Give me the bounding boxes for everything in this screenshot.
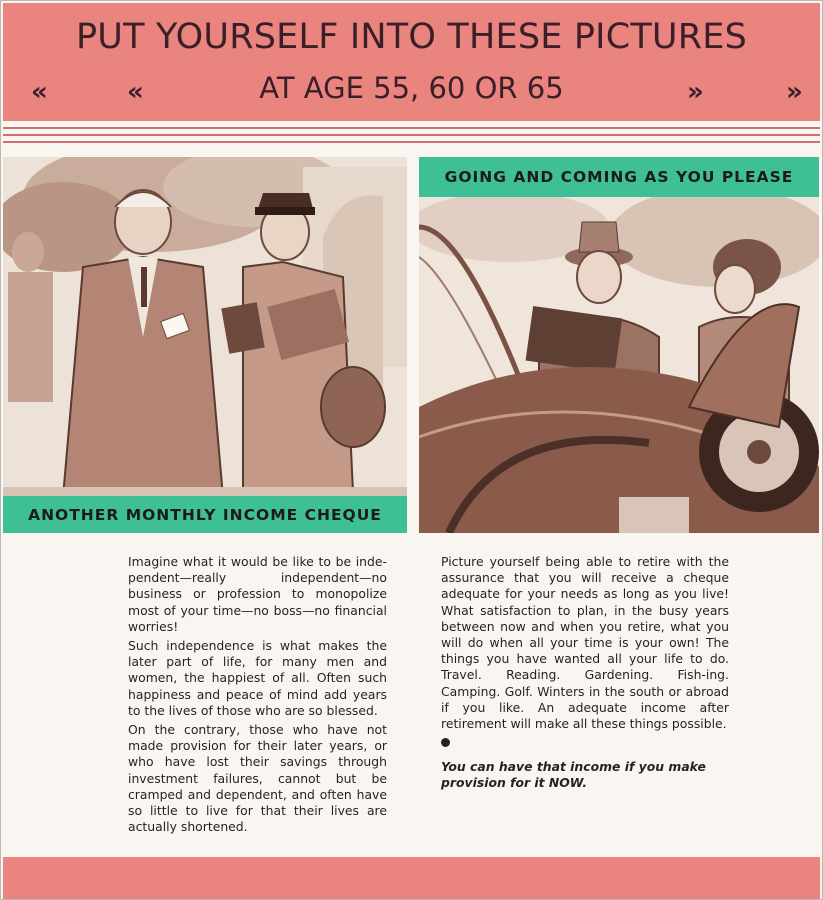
left-mark-1: « [31, 77, 48, 107]
bullet-dot [441, 738, 450, 747]
right-mark-2: » [786, 77, 803, 107]
paragraph-contrary: On the contrary, those who have not made provision for their later years, or who have lost their savings through investment failures, cannot but be cramped and dependent, and often have so little to live for that their lives are actually shortened. [128, 722, 387, 835]
divider-stripe [3, 134, 820, 136]
footer-banner [3, 857, 820, 899]
caption-going-and-coming: GOING AND COMING AS YOU PLEASE [419, 157, 819, 197]
page-subtitle: AT AGE 55, 60 OR 65 [259, 71, 564, 105]
illustration-couple-in-car [419, 197, 819, 533]
cheque-delivery-drawing [3, 157, 407, 533]
illustration-cheque-delivery [3, 157, 407, 533]
left-text-column [128, 554, 387, 838]
caption-monthly-cheque: ANOTHER MONTHLY INCOME CHEQUE [3, 496, 407, 533]
right-mark-1: » [687, 77, 704, 107]
left-mark-2: « [127, 77, 144, 107]
divider-stripe [3, 141, 820, 143]
paragraph-independence: Such independence is what makes the later part of life, for many men and women, the happiest of all. Often such happiness and peace of mind add years to the lives of those who are so blessed. [128, 638, 387, 718]
couple-in-car-drawing [419, 197, 819, 533]
paragraph-picture-yourself: Picture yourself being able to retire with the assurance that you will receive a cheque adequate for your needs as long as you live! What satisfaction to plan, in the busy years between now and when you retire, what you will do when all your time is your own! The things you have wanted all your life to do. Travel. Reading. Gardening. Fish-ing. Camping. Golf. Winters in the south or abroad if you like. An adequate income after retirement will make all these things possible. [441, 554, 729, 732]
divider-stripe [3, 127, 820, 129]
page-title: PUT YOURSELF INTO THESE PICTURES [75, 17, 747, 57]
header-banner [3, 3, 820, 121]
right-text-column [441, 554, 729, 795]
closing-statement: You can have that income if you make provision for it NOW. [441, 759, 706, 791]
paragraph-imagine: Imagine what it would be like to be inde-pendent—really independent—no business or profession to monopolize most of your time—no boss—no financial worries! [128, 554, 387, 634]
